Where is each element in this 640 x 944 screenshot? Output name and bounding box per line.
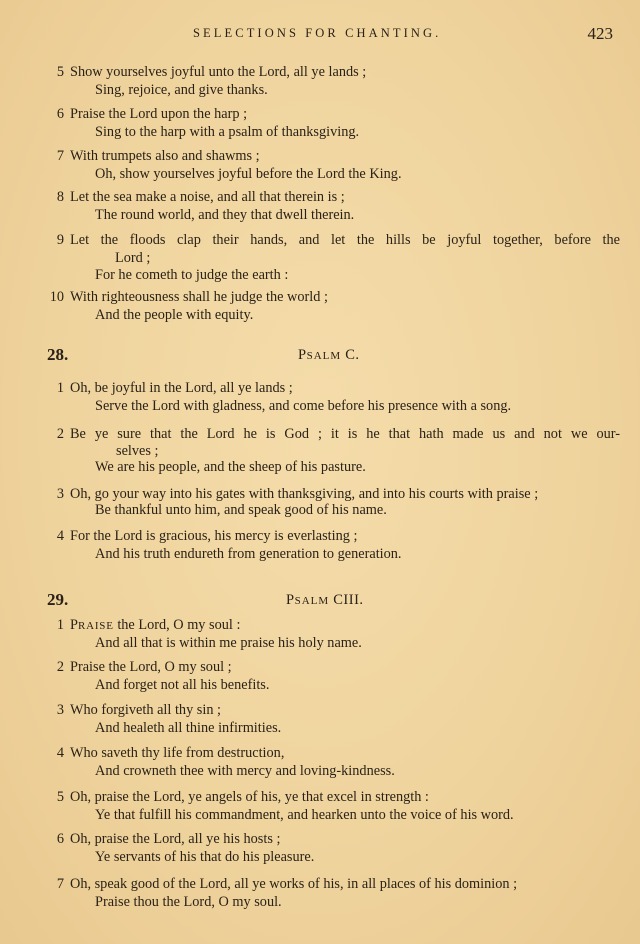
verse-number: 8 — [56, 189, 64, 205]
verse-line-b: Be thankful unto him, and speak good of his name. — [95, 502, 387, 518]
verse-line-a: Who saveth thy life from destruction, — [70, 745, 285, 761]
verse-line-b: Oh, show yourselves joyful before the Lord the King. — [95, 166, 402, 182]
section-number: 28. — [47, 345, 69, 364]
verse-number: 4 — [56, 745, 64, 761]
verse-line-b: And all that is within me praise his holy name. — [95, 635, 362, 651]
verse-number: 7 — [56, 876, 64, 892]
verse-line-a: Let the floods clap their hands, and let the hills be joyful together, before the — [70, 232, 620, 248]
verse-line-a: Oh, be joyful in the Lord, all ye lands ; — [70, 380, 293, 396]
verse-line-a: Praise the Lord, O my soul ; — [70, 659, 232, 675]
section-title-initial: P — [298, 347, 307, 363]
verse-line-a-continued: Lord ; — [115, 250, 151, 266]
section-title — [298, 347, 360, 364]
verse-number: 10 — [49, 289, 64, 305]
verse-smallcaps: RAISE — [77, 620, 114, 632]
verse-line-b: Sing to the harp with a psalm of thanksgiving. — [95, 124, 360, 140]
verse-number: 7 — [56, 148, 64, 164]
verse-number: 1 — [56, 380, 64, 396]
verse-line-a: Oh, praise the Lord, all ye his hosts ; — [70, 831, 281, 847]
verse-line-a: For the Lord is gracious, his mercy is everlasting ; — [70, 528, 358, 544]
verse-line-a: Oh, praise the Lord, ye angels of his, ye that excel in strength : — [70, 789, 429, 805]
verse-number: 5 — [56, 789, 64, 805]
verse-line-a-continued: selves ; — [116, 443, 159, 459]
verse-line-b: And his truth endureth from generation to generation. — [95, 546, 402, 562]
verse-line-b: The round world, and they that dwell therein. — [95, 207, 355, 223]
section-title-smallcaps: SALM — [306, 350, 342, 362]
verse-line-a: With trumpets also and shawms ; — [70, 148, 260, 164]
page-number: 423 — [587, 24, 613, 43]
verse-number: 2 — [56, 426, 64, 442]
section-title-initial: P — [286, 592, 295, 608]
verse-line-a: Who forgiveth all thy sin ; — [70, 702, 222, 718]
verse-number: 3 — [56, 702, 64, 718]
verse-line-b: And crowneth thee with mercy and loving-kindness. — [95, 763, 395, 779]
verse-number: 6 — [56, 831, 64, 847]
section-title-number: C. — [345, 347, 360, 363]
verse-line-b: Ye servants of his that do his pleasure. — [95, 849, 315, 865]
section-number: 29. — [47, 590, 69, 609]
verse-number: 4 — [56, 528, 64, 544]
verse-line-b: And healeth all thine infirmities. — [95, 720, 282, 736]
verse-text: the Lord, O my soul : — [117, 617, 241, 633]
verse-line-b: Serve the Lord with gladness, and come before his presence with a song. — [95, 398, 512, 414]
verse-number: 5 — [56, 64, 64, 80]
verse-line-a: Praise the Lord upon the harp ; — [70, 106, 248, 122]
verse-line-b: And the people with equity. — [95, 307, 254, 323]
verse-line-a: With righteousness shall he judge the world ; — [70, 289, 328, 305]
verse-line-a — [70, 616, 240, 635]
verse-line-b: Praise thou the Lord, O my soul. — [95, 894, 282, 910]
section-title-smallcaps: SALM — [294, 595, 330, 607]
verse-line-a: Oh, speak good of the Lord, all ye works of his, in all places of his dominion ; — [70, 876, 518, 892]
verse-number: 2 — [56, 659, 64, 675]
verse-number: 1 — [56, 617, 64, 633]
page-header — [0, 24, 640, 44]
verse-line-b: And forget not all his benefits. — [95, 677, 270, 693]
verse-initial: P — [70, 617, 78, 633]
section-title-number: CIII. — [333, 592, 364, 608]
verse-line-b: We are his people, and the sheep of his pasture. — [95, 459, 366, 475]
verse-number: 6 — [56, 106, 64, 122]
verse-number: 9 — [56, 232, 64, 248]
running-title: SELECTIONS FOR CHANTING. — [193, 26, 442, 40]
verse-line-a: Let the sea make a noise, and all that therein is ; — [70, 189, 345, 205]
verse-line-b: Ye that fulfill his commandment, and hearken unto the voice of his word. — [95, 807, 514, 823]
section-title — [286, 592, 364, 609]
verse-number: 3 — [56, 486, 64, 502]
verse-line-a: Oh, go your way into his gates with thanksgiving, and into his courts with praise ; — [70, 486, 539, 502]
verse-line-b: For he cometh to judge the earth : — [95, 267, 289, 283]
verse-line-a: Be ye sure that the Lord he is God ; it is he that hath made us and not we our- — [70, 426, 620, 442]
verse-line-b: Sing, rejoice, and give thanks. — [95, 82, 268, 98]
verse-line-a: Show yourselves joyful unto the Lord, all ye lands ; — [70, 64, 367, 80]
